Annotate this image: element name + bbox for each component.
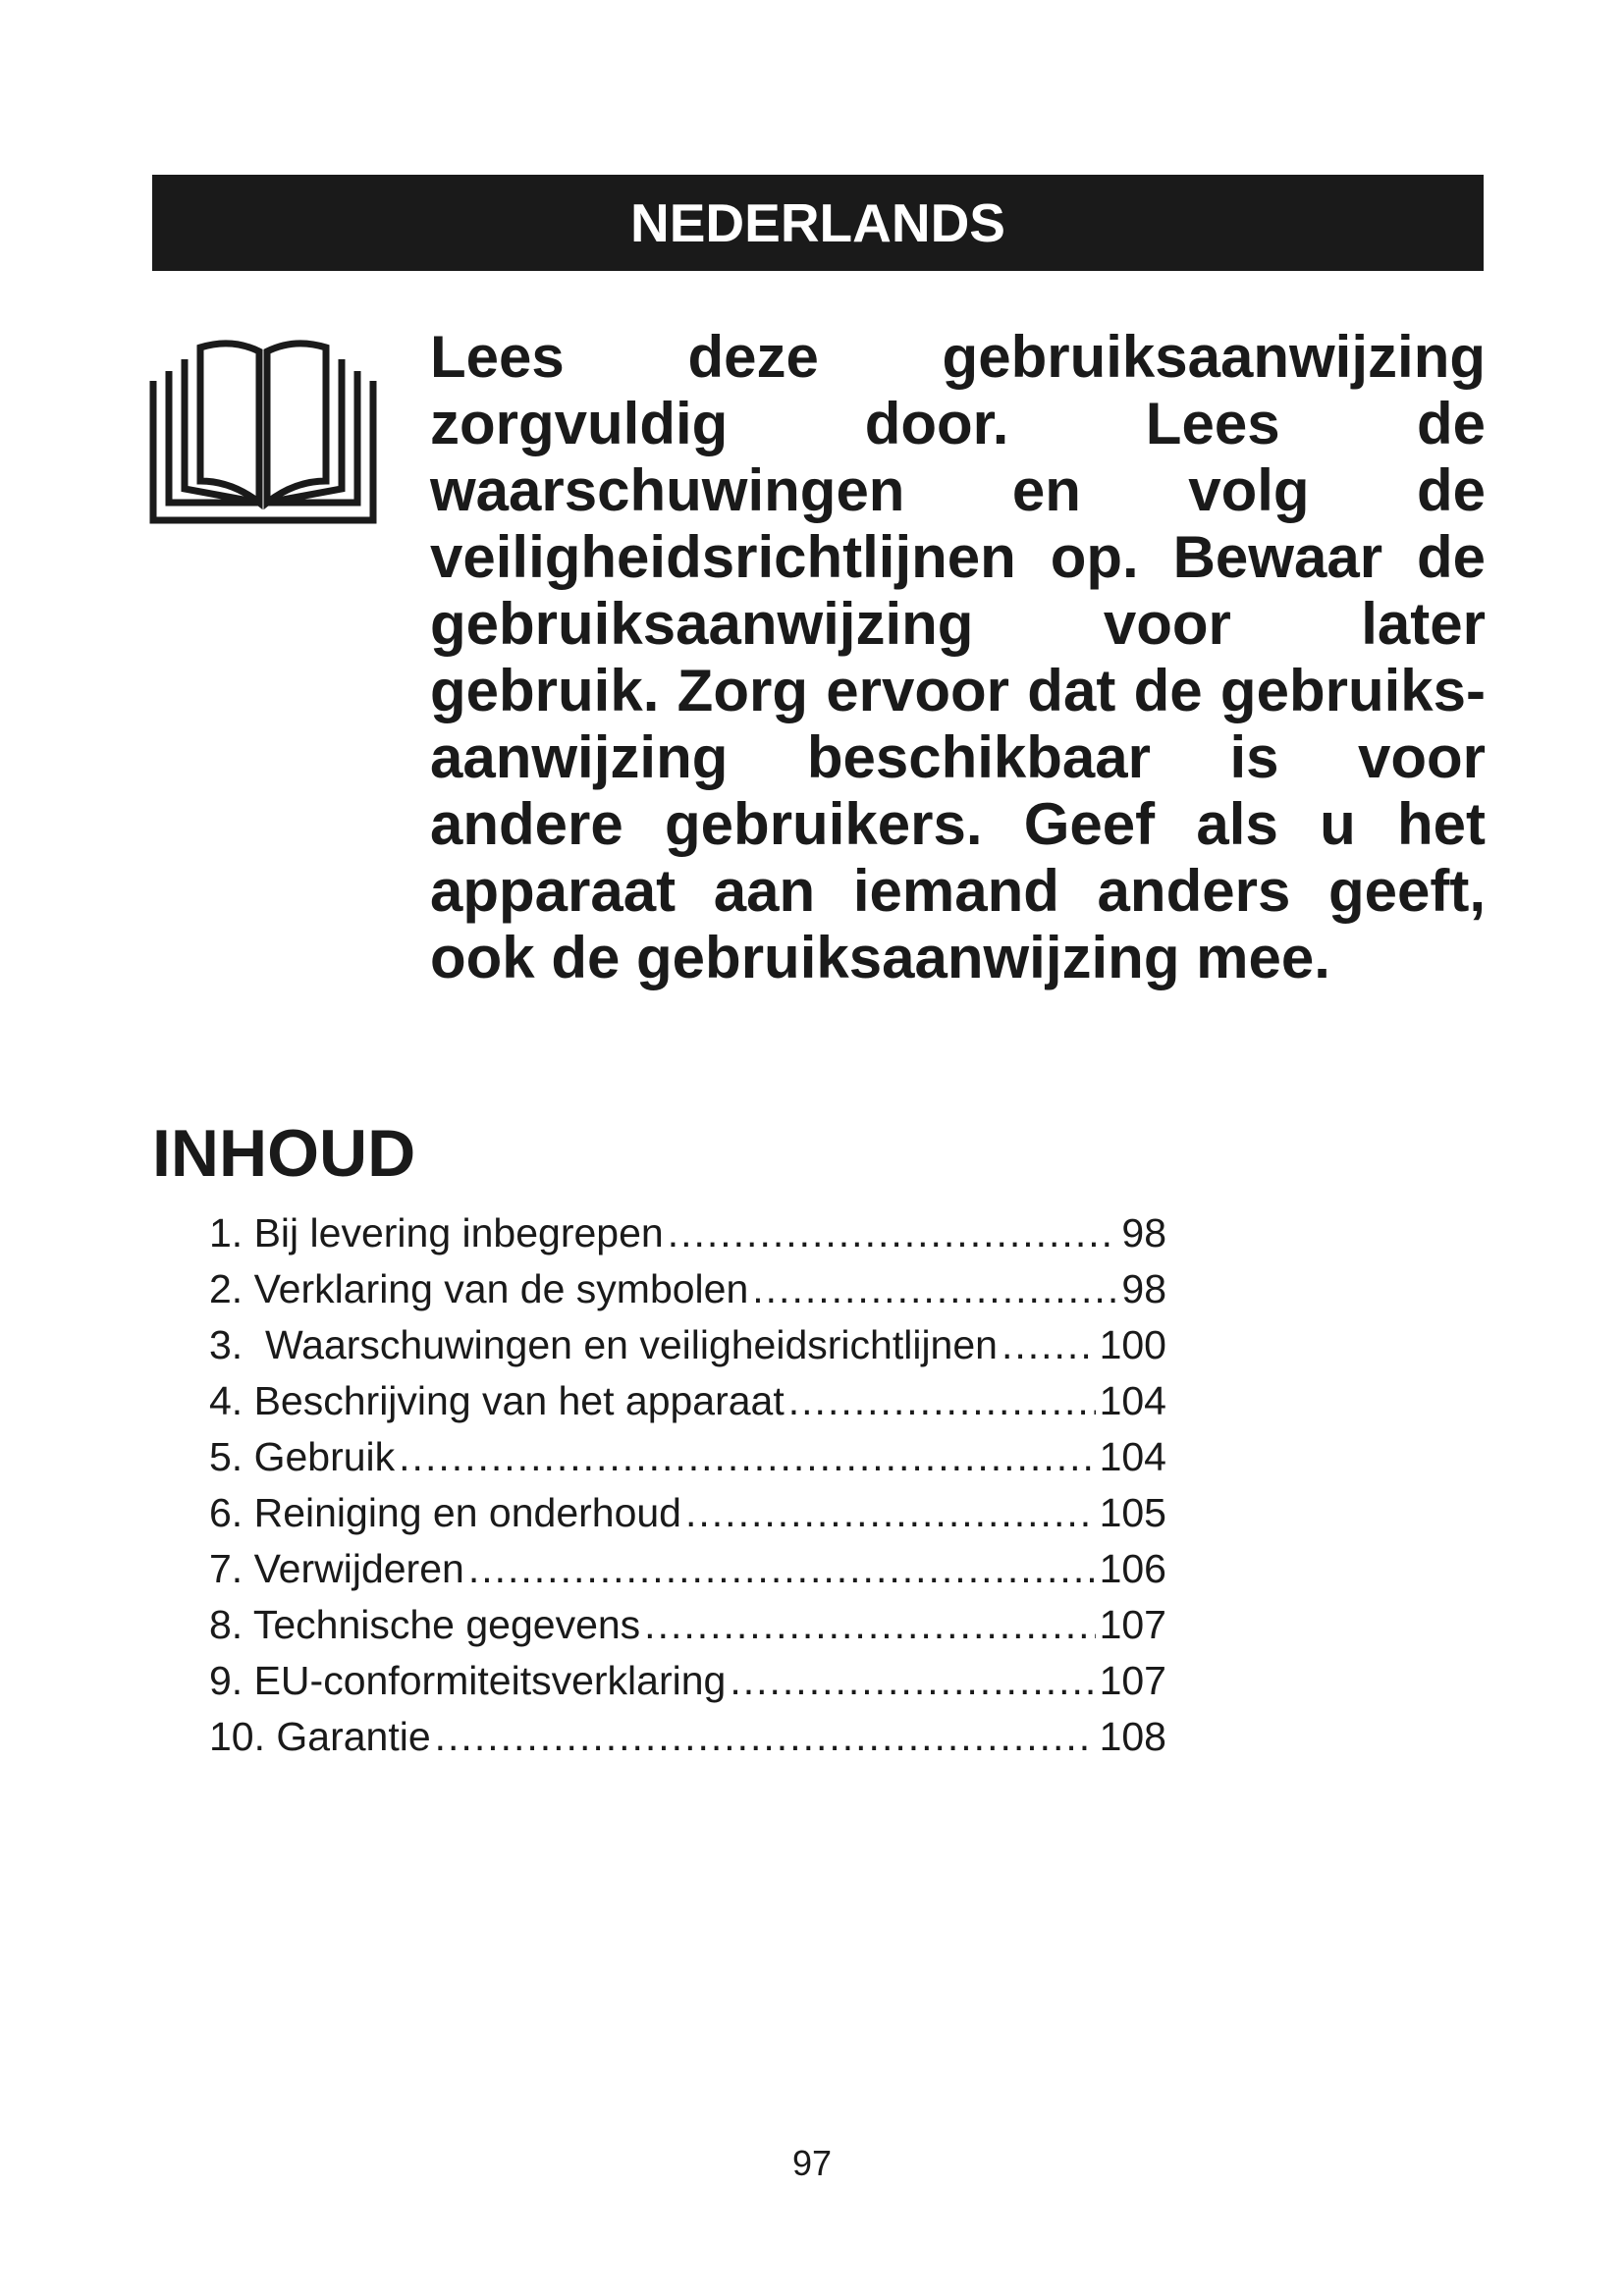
- toc-item: [209, 1541, 1166, 1597]
- toc-item-page: 98: [1121, 1210, 1166, 1255]
- toc-item-page: 98: [1121, 1266, 1166, 1311]
- toc-item: [209, 1261, 1166, 1317]
- toc-item-page: 105: [1099, 1490, 1166, 1535]
- toc-item-label: 4. Beschrijving van het apparaat: [209, 1378, 785, 1423]
- toc-item-label: 7. Verwijderen: [209, 1546, 464, 1591]
- table-of-contents: [209, 1205, 1166, 1765]
- toc-item-label: 10. Garantie: [209, 1714, 431, 1759]
- toc-item-label: 2. Verklaring van de symbolen: [209, 1266, 749, 1311]
- toc-item: [209, 1597, 1166, 1653]
- toc-item-label: 1. Bij levering inbegrepen: [209, 1210, 664, 1255]
- toc-leader-dots: [730, 1653, 1095, 1709]
- toc-title: INHOUD: [152, 1116, 416, 1191]
- toc-item: [209, 1485, 1166, 1541]
- toc-item-page: 104: [1099, 1434, 1166, 1479]
- toc-item-label: 5. Gebruik: [209, 1434, 396, 1479]
- toc-item: [209, 1653, 1166, 1709]
- toc-leader-dots: [752, 1261, 1117, 1317]
- page-number: 97: [791, 2143, 833, 2183]
- toc-item: [209, 1373, 1166, 1429]
- toc-item-label: 3. Waarschuwingen en veiligheidsrichtlijnen: [209, 1322, 998, 1367]
- toc-leader-dots: [399, 1429, 1095, 1485]
- toc-item: [209, 1429, 1166, 1485]
- toc-leader-dots: [788, 1373, 1096, 1429]
- toc-leader-dots: [668, 1205, 1118, 1261]
- language-banner: NEDERLANDS: [152, 175, 1484, 271]
- toc-item: [209, 1205, 1166, 1261]
- toc-item: [209, 1317, 1166, 1373]
- toc-leader-dots: [1001, 1317, 1096, 1373]
- toc-leader-dots: [685, 1485, 1096, 1541]
- toc-item: [209, 1709, 1166, 1765]
- toc-item-label: 6. Reiniging en onderhoud: [209, 1490, 681, 1535]
- toc-item-page: 107: [1099, 1658, 1166, 1703]
- toc-item-page: 100: [1099, 1322, 1166, 1367]
- toc-item-label: 9. EU-conformiteitsverklaring: [209, 1658, 727, 1703]
- toc-item-page: 106: [1099, 1546, 1166, 1591]
- toc-item-page: 108: [1099, 1714, 1166, 1759]
- toc-item-label: 8. Technische gegevens: [209, 1602, 641, 1647]
- intro-instructions: Lees deze gebruiksaanwijzing zorgvuldig door. Lees de waarschuwingen en volg de veiligheidsrichtlijnen op. Bewaar de gebruiksaanwijzing voor later gebruik. Zorg ervoor dat de gebruiksaanwijzing beschikbaar is voor andere gebruikers. Geef als u het apparaat aan iemand anders geeft, ook de gebruiksaanwijzing mee.: [430, 324, 1486, 990]
- toc-item-page: 107: [1099, 1602, 1166, 1647]
- toc-item-page: 104: [1099, 1378, 1166, 1423]
- toc-leader-dots: [435, 1709, 1096, 1765]
- toc-leader-dots: [468, 1541, 1096, 1597]
- toc-leader-dots: [644, 1597, 1095, 1653]
- open-book-icon: [149, 334, 377, 524]
